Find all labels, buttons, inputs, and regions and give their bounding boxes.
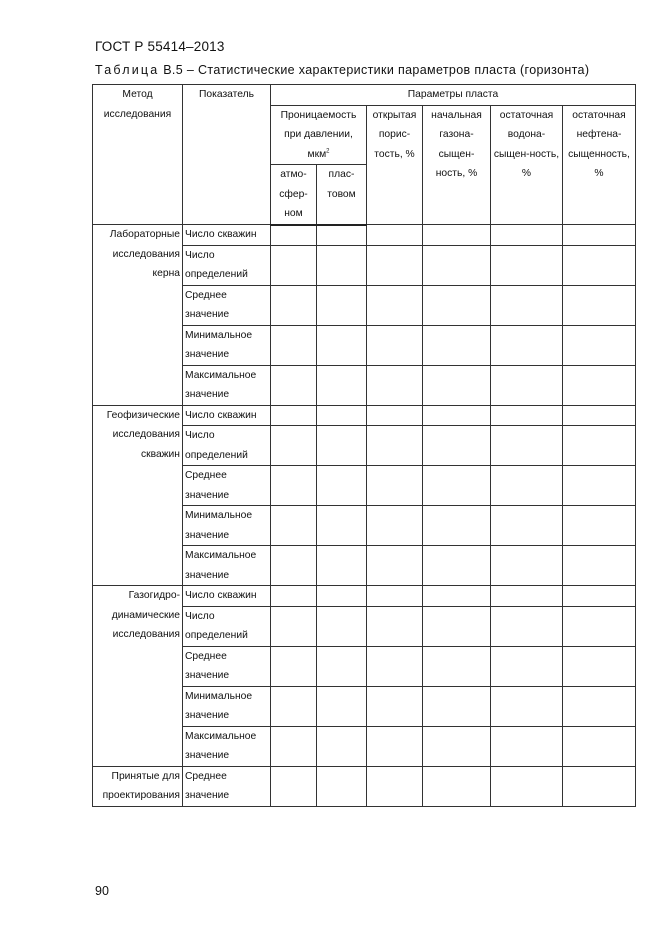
value-cell: [423, 466, 491, 506]
value-cell: [491, 426, 563, 466]
value-cell: [423, 365, 491, 405]
value-cell: [563, 225, 636, 246]
value-cell: [423, 426, 491, 466]
method-cell: Принятые для проектирования: [93, 766, 183, 806]
value-cell: [317, 506, 367, 546]
header-perm-atmospheric: атмо-сфер-ном: [271, 165, 317, 225]
header-reservoir-params: Параметры пласта: [271, 85, 636, 106]
value-cell: [317, 686, 367, 726]
indicator-cell: Число скважин: [183, 225, 271, 246]
value-cell: [423, 586, 491, 607]
value-cell: [271, 546, 317, 586]
value-cell: [423, 325, 491, 365]
value-cell: [367, 466, 423, 506]
value-cell: [317, 325, 367, 365]
header-permeability-sup: 2: [326, 148, 330, 155]
table-row: [93, 586, 636, 607]
indicator-cell: Минимальное значение: [183, 325, 271, 365]
value-cell: [271, 285, 317, 325]
standard-number: ГОСТ Р 55414–2013: [95, 39, 225, 54]
value-cell: [423, 686, 491, 726]
table-caption: [95, 63, 589, 77]
method-cell: Газогидро-динамические исследования: [93, 586, 183, 767]
value-cell: [367, 766, 423, 806]
value-cell: [563, 245, 636, 285]
value-cell: [491, 365, 563, 405]
value-cell: [271, 245, 317, 285]
header-water-saturation: остаточная водона-сыщен-ность, %: [491, 105, 563, 225]
value-cell: [271, 466, 317, 506]
value-cell: [271, 365, 317, 405]
value-cell: [367, 245, 423, 285]
value-cell: [271, 506, 317, 546]
value-cell: [491, 766, 563, 806]
value-cell: [317, 586, 367, 607]
indicator-cell: Среднее значение: [183, 285, 271, 325]
value-cell: [491, 225, 563, 246]
value-cell: [423, 726, 491, 766]
header-oil-saturation: остаточная нефтена-сыщенность, %: [563, 105, 636, 225]
value-cell: [317, 546, 367, 586]
table-row: [93, 766, 636, 806]
value-cell: [317, 245, 367, 285]
indicator-cell: Число скважин: [183, 586, 271, 607]
value-cell: [491, 405, 563, 426]
table-row: [93, 405, 636, 426]
value-cell: [367, 726, 423, 766]
value-cell: [423, 546, 491, 586]
value-cell: [491, 726, 563, 766]
indicator-cell: Число определений: [183, 426, 271, 466]
value-cell: [423, 766, 491, 806]
value-cell: [491, 586, 563, 607]
value-cell: [317, 405, 367, 426]
value-cell: [563, 426, 636, 466]
value-cell: [563, 365, 636, 405]
value-cell: [563, 586, 636, 607]
value-cell: [563, 546, 636, 586]
value-cell: [317, 426, 367, 466]
value-cell: [423, 245, 491, 285]
value-cell: [563, 686, 636, 726]
value-cell: [271, 726, 317, 766]
value-cell: [491, 466, 563, 506]
value-cell: [367, 426, 423, 466]
indicator-cell: Минимальное значение: [183, 686, 271, 726]
value-cell: [367, 606, 423, 646]
method-cell: Лабораторные исследования керна: [93, 225, 183, 406]
value-cell: [563, 606, 636, 646]
value-cell: [271, 686, 317, 726]
value-cell: [271, 606, 317, 646]
value-cell: [271, 646, 317, 686]
indicator-cell: Число определений: [183, 245, 271, 285]
table-body: [93, 225, 636, 807]
value-cell: [367, 586, 423, 607]
value-cell: [423, 405, 491, 426]
value-cell: [491, 606, 563, 646]
value-cell: [317, 646, 367, 686]
header-perm-reservoir: плас-товом: [317, 165, 367, 225]
value-cell: [271, 225, 317, 246]
indicator-cell: Среднее значение: [183, 766, 271, 806]
value-cell: [367, 405, 423, 426]
header-method: Метод исследования: [93, 85, 183, 225]
value-cell: [367, 285, 423, 325]
value-cell: [423, 225, 491, 246]
value-cell: [271, 405, 317, 426]
table-row: [93, 225, 636, 246]
page-number: 90: [95, 884, 109, 898]
statistics-table: [92, 84, 636, 807]
value-cell: [491, 325, 563, 365]
value-cell: [491, 646, 563, 686]
value-cell: [317, 766, 367, 806]
indicator-cell: Число определений: [183, 606, 271, 646]
indicator-cell: Среднее значение: [183, 466, 271, 506]
header-gas-saturation: начальная газона-сыщен-ность, %: [423, 105, 491, 225]
value-cell: [491, 506, 563, 546]
indicator-cell: Минимальное значение: [183, 506, 271, 546]
value-cell: [367, 546, 423, 586]
value-cell: [317, 285, 367, 325]
value-cell: [563, 506, 636, 546]
value-cell: [491, 285, 563, 325]
value-cell: [563, 466, 636, 506]
method-cell: Геофизические исследования скважин: [93, 405, 183, 586]
value-cell: [491, 686, 563, 726]
value-cell: [317, 365, 367, 405]
indicator-cell: Максимальное значение: [183, 365, 271, 405]
table-caption-label: Таблица: [95, 63, 160, 77]
value-cell: [367, 686, 423, 726]
value-cell: [271, 586, 317, 607]
value-cell: [423, 606, 491, 646]
value-cell: [563, 766, 636, 806]
table-caption-title: В.5 – Статистические характеристики параметров пласта (горизонта): [159, 63, 590, 77]
value-cell: [317, 606, 367, 646]
value-cell: [563, 325, 636, 365]
value-cell: [563, 405, 636, 426]
value-cell: [367, 365, 423, 405]
value-cell: [491, 546, 563, 586]
indicator-cell: Число скважин: [183, 405, 271, 426]
value-cell: [271, 325, 317, 365]
value-cell: [491, 245, 563, 285]
value-cell: [563, 285, 636, 325]
value-cell: [271, 426, 317, 466]
header-permeability: [271, 105, 367, 165]
value-cell: [563, 726, 636, 766]
value-cell: [563, 646, 636, 686]
indicator-cell: Максимальное значение: [183, 726, 271, 766]
value-cell: [367, 506, 423, 546]
value-cell: [367, 225, 423, 246]
value-cell: [367, 646, 423, 686]
header-indicator: Показатель: [183, 85, 271, 225]
value-cell: [317, 726, 367, 766]
value-cell: [367, 325, 423, 365]
value-cell: [423, 285, 491, 325]
value-cell: [271, 766, 317, 806]
header-porosity-text: открытая порис-тость, %: [372, 109, 417, 160]
indicator-cell: Максимальное значение: [183, 546, 271, 586]
value-cell: [317, 225, 367, 246]
indicator-cell: Среднее значение: [183, 646, 271, 686]
header-permeability-text: Проницаемость при давлении, мкм: [280, 109, 357, 160]
value-cell: [317, 466, 367, 506]
value-cell: [423, 506, 491, 546]
value-cell: [423, 646, 491, 686]
header-porosity: [367, 105, 423, 225]
